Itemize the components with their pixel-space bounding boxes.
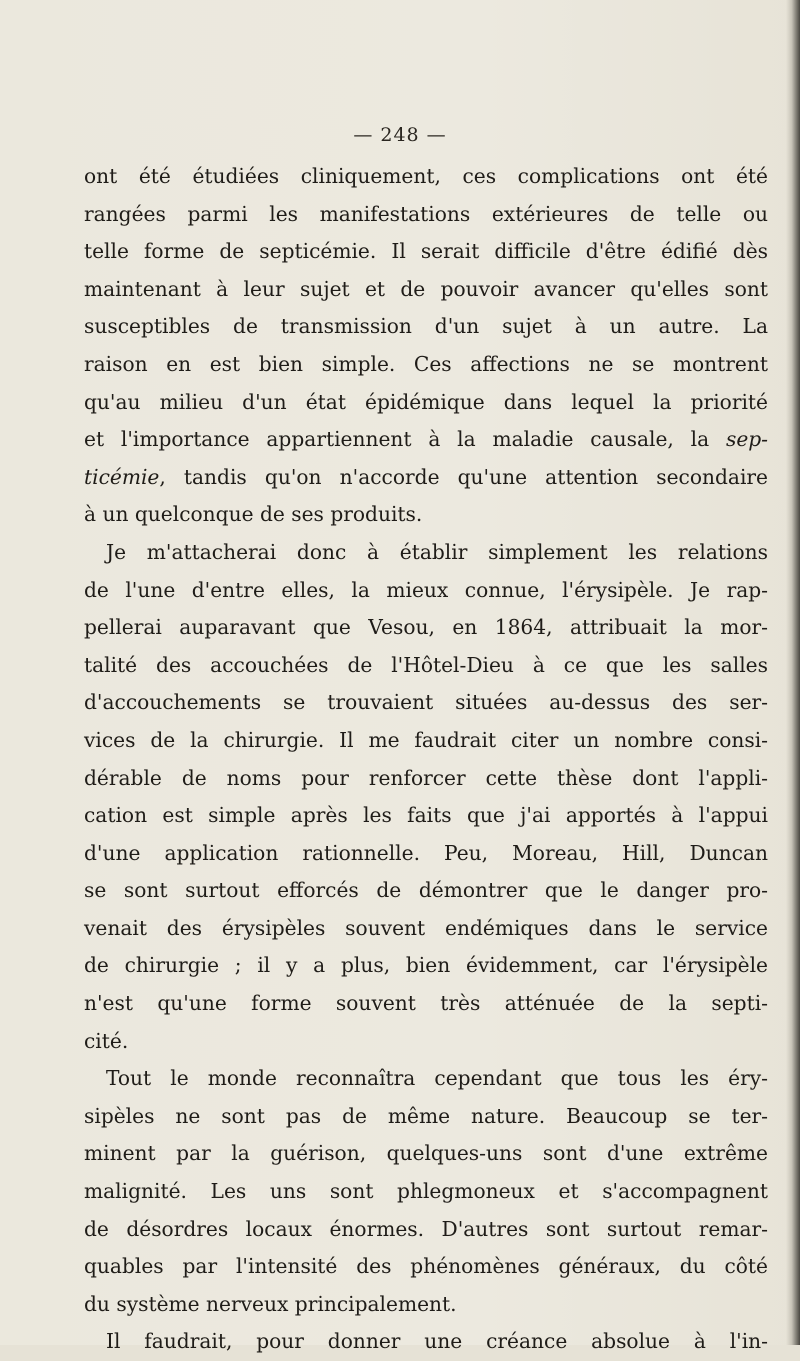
text-line: Il faudrait, pour donner une créance absolue à l'in- (106, 1329, 768, 1354)
text-line: pellerai auparavant que Vesou, en 1864, attribuait la mor- (84, 615, 768, 640)
text-line: susceptibles de transmission d'un sujet à un autre. La (84, 314, 768, 339)
text-line: talité des accouchées de l'Hôtel-Dieu à ce que les salles (84, 652, 768, 677)
text-line: cation est simple après les faits que j'ai apportés à l'appui (84, 803, 768, 828)
text-run: , tandis qu'on n'accorde qu'une attention secondaire (159, 464, 768, 489)
text-line: cité. (84, 1028, 129, 1053)
text-line: de désordres locaux énormes. D'autres sont surtout remar- (84, 1216, 768, 1241)
italic-run: sep- (725, 427, 769, 452)
page-edge-shadow (786, 0, 800, 1345)
text-line: de chirurgie ; il y a plus, bien évidemment, car l'érysipèle (84, 953, 768, 978)
text-line: du système nerveux principalement. (84, 1291, 457, 1316)
text-line (84, 459, 768, 497)
text-line (84, 421, 768, 459)
text-line: à un quelconque de ses produits. (84, 502, 423, 527)
text-line: n'est qu'une forme souvent très atténuée de la septi- (84, 991, 768, 1016)
text-run: et l'importance appartiennent à la maladie causale, la (84, 427, 710, 452)
body-text (84, 158, 768, 1361)
text-line: dérable de noms pour renforcer cette thèse dont l'appli- (84, 765, 768, 790)
text-line: Tout le monde reconnaîtra cependant que tous les éry- (106, 1066, 768, 1091)
italic-run: ticémie (84, 464, 160, 489)
text-line: ont été étudiées cliniquement, ces complications ont été (84, 164, 768, 188)
text-line: raison en est bien simple. Ces affections ne se montrent (84, 351, 768, 376)
text-line: d'une application rationnelle. Peu, Moreau, Hill, Duncan (84, 840, 768, 865)
text-line: venait des érysipèles souvent endémiques dans le service (84, 915, 768, 940)
text-line: Je m'attacherai donc à établir simplement les relations (106, 539, 768, 564)
text-line: telle forme de septicémie. Il serait difficile d'être édifié dès (84, 239, 768, 264)
text-line: malignité. Les uns sont phlegmoneux et s'accompagnent (84, 1179, 768, 1204)
text-line: minent par la guérison, quelques-uns sont d'une extrême (84, 1141, 768, 1166)
text-line: quables par l'intensité des phénomènes généraux, du côté (84, 1254, 768, 1279)
text-line: qu'au milieu d'un état épidémique dans lequel la priorité (84, 389, 768, 414)
text-line: maintenant à leur sujet et de pouvoir avancer qu'elles sont (84, 276, 768, 301)
text-line: sipèles ne sont pas de même nature. Beaucoup se ter- (84, 1103, 768, 1128)
text-line: se sont surtout efforcés de démontrer que le danger pro- (84, 878, 768, 903)
page-number: — 248 — (353, 124, 447, 146)
text-line: de l'une d'entre elles, la mieux connue, l'érysipèle. Je rap- (84, 577, 768, 602)
text-line: d'accouchements se trouvaient situées au-dessus des ser- (84, 690, 768, 715)
text-line: rangées parmi les manifestations extérieures de telle ou (84, 201, 768, 226)
text-line: vices de la chirurgie. Il me faudrait citer un nombre consi- (84, 727, 768, 752)
